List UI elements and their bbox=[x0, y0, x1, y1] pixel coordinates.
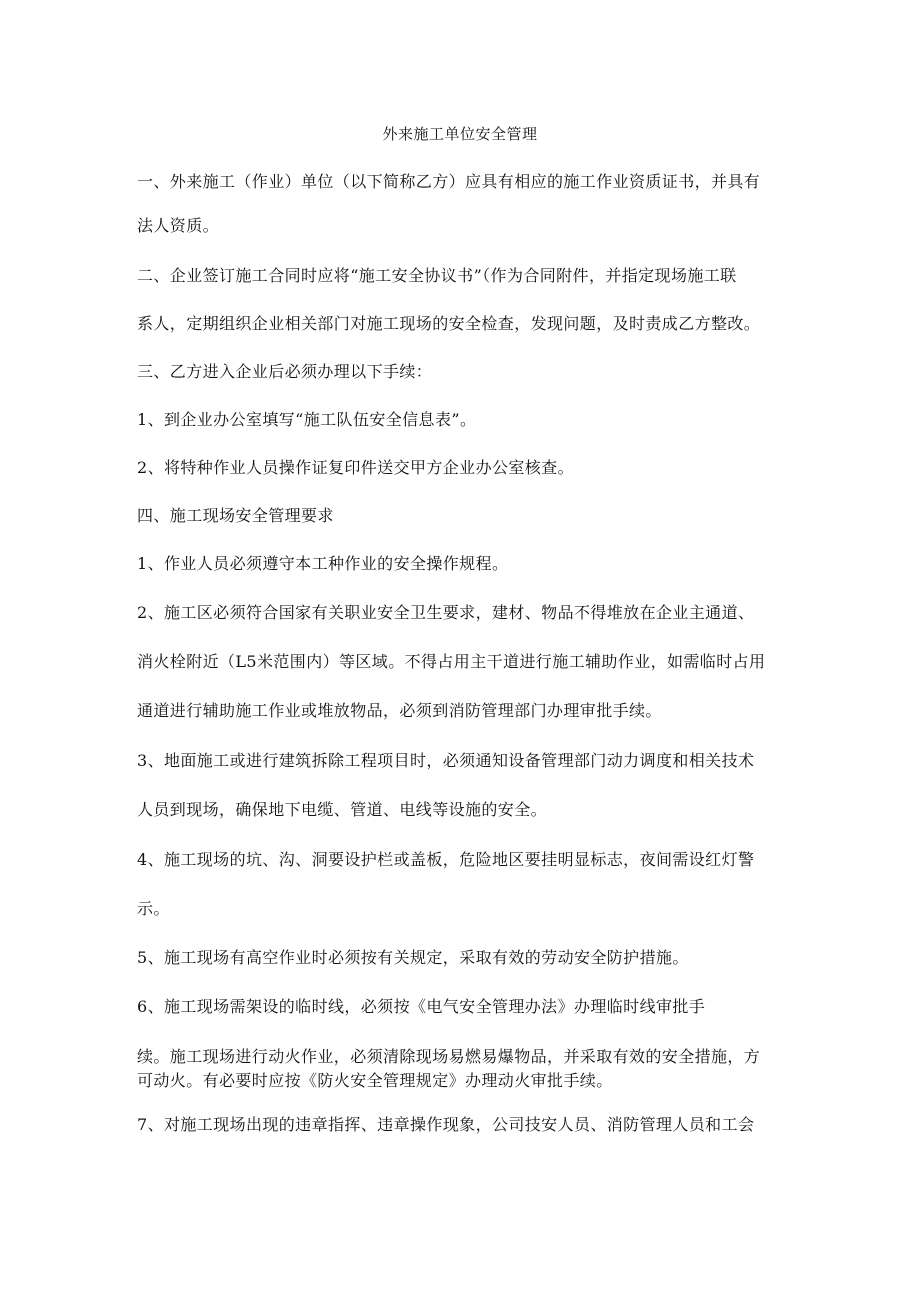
text-line: 3、地面施工或进行建筑拆除工程项目时，必须通知设备管理部门动力调度和相关技术 bbox=[137, 751, 755, 770]
text-line: 6、施工现场需架设的临时线，必须按《电气安全管理办法》办理临时线审批手 bbox=[137, 997, 706, 1016]
text-line: 可动火。有必要时应按《防火安全管理规定》办理动火审批手续。 bbox=[137, 1071, 613, 1090]
text-line: 续。施工现场进行动火作业，必须清除现场易燃易爆物品，并采取有效的安全措施，方 bbox=[137, 1047, 761, 1066]
text-line: 5、施工现场有高空作业时必须按有关规定，采取有效的劳动安全防护措施。 bbox=[137, 948, 689, 967]
text-line: 三、乙方进入企业后必须办理以下手续： bbox=[137, 362, 433, 381]
text-line: 示。 bbox=[137, 899, 170, 918]
text-line: 1、到企业办公室填写“施工队伍安全信息表”。 bbox=[137, 410, 477, 429]
document-title: 外来施工单位安全管理 bbox=[382, 125, 538, 143]
text-line: 一、外来施工（作业）单位（以下简称乙方）应具有相应的施工作业资质证书，并具有 bbox=[137, 172, 761, 191]
text-line: 法人资质。 bbox=[137, 216, 220, 235]
text-line: 消火栓附近（L5米范围内）等区域。不得占用主干道进行施工辅助作业，如需临时占用 bbox=[137, 652, 766, 671]
text-line: 二、企业签订施工合同时应将“施工安全协议书”（作为合同附件，并指定现场施工联 bbox=[137, 266, 737, 285]
text-line: 4、施工现场的坑、沟、洞要设护栏或盖板，危险地区要挂明显标志，夜间需设红灯警 bbox=[137, 850, 755, 869]
text-line: 1、作业人员必须遵守本工种作业的安全操作规程。 bbox=[137, 554, 509, 573]
text-line: 2、施工区必须符合国家有关职业安全卫生要求，建材、物品不得堆放在企业主通道、 bbox=[137, 603, 755, 622]
text-line: 2、将特种作业人员操作证复印件送交甲方企业办公室核查。 bbox=[137, 458, 574, 477]
section-heading: 四、施工现场安全管理要求 bbox=[137, 506, 334, 525]
text-line: 通道进行辅助施工作业或堆放物品，必须到消防管理部门办理审批手续。 bbox=[137, 701, 662, 720]
text-line: 人员到现场，确保地下电缆、管道、电线等设施的安全。 bbox=[137, 800, 548, 819]
text-line: 7、对施工现场出现的违章指挥、违章操作现象，公司技安人员、消防管理人员和工会 bbox=[137, 1115, 755, 1134]
text-line: 系人，定期组织企业相关部门对施工现场的安全检查，发现问题，及时责成乙方整改。 bbox=[137, 314, 761, 333]
